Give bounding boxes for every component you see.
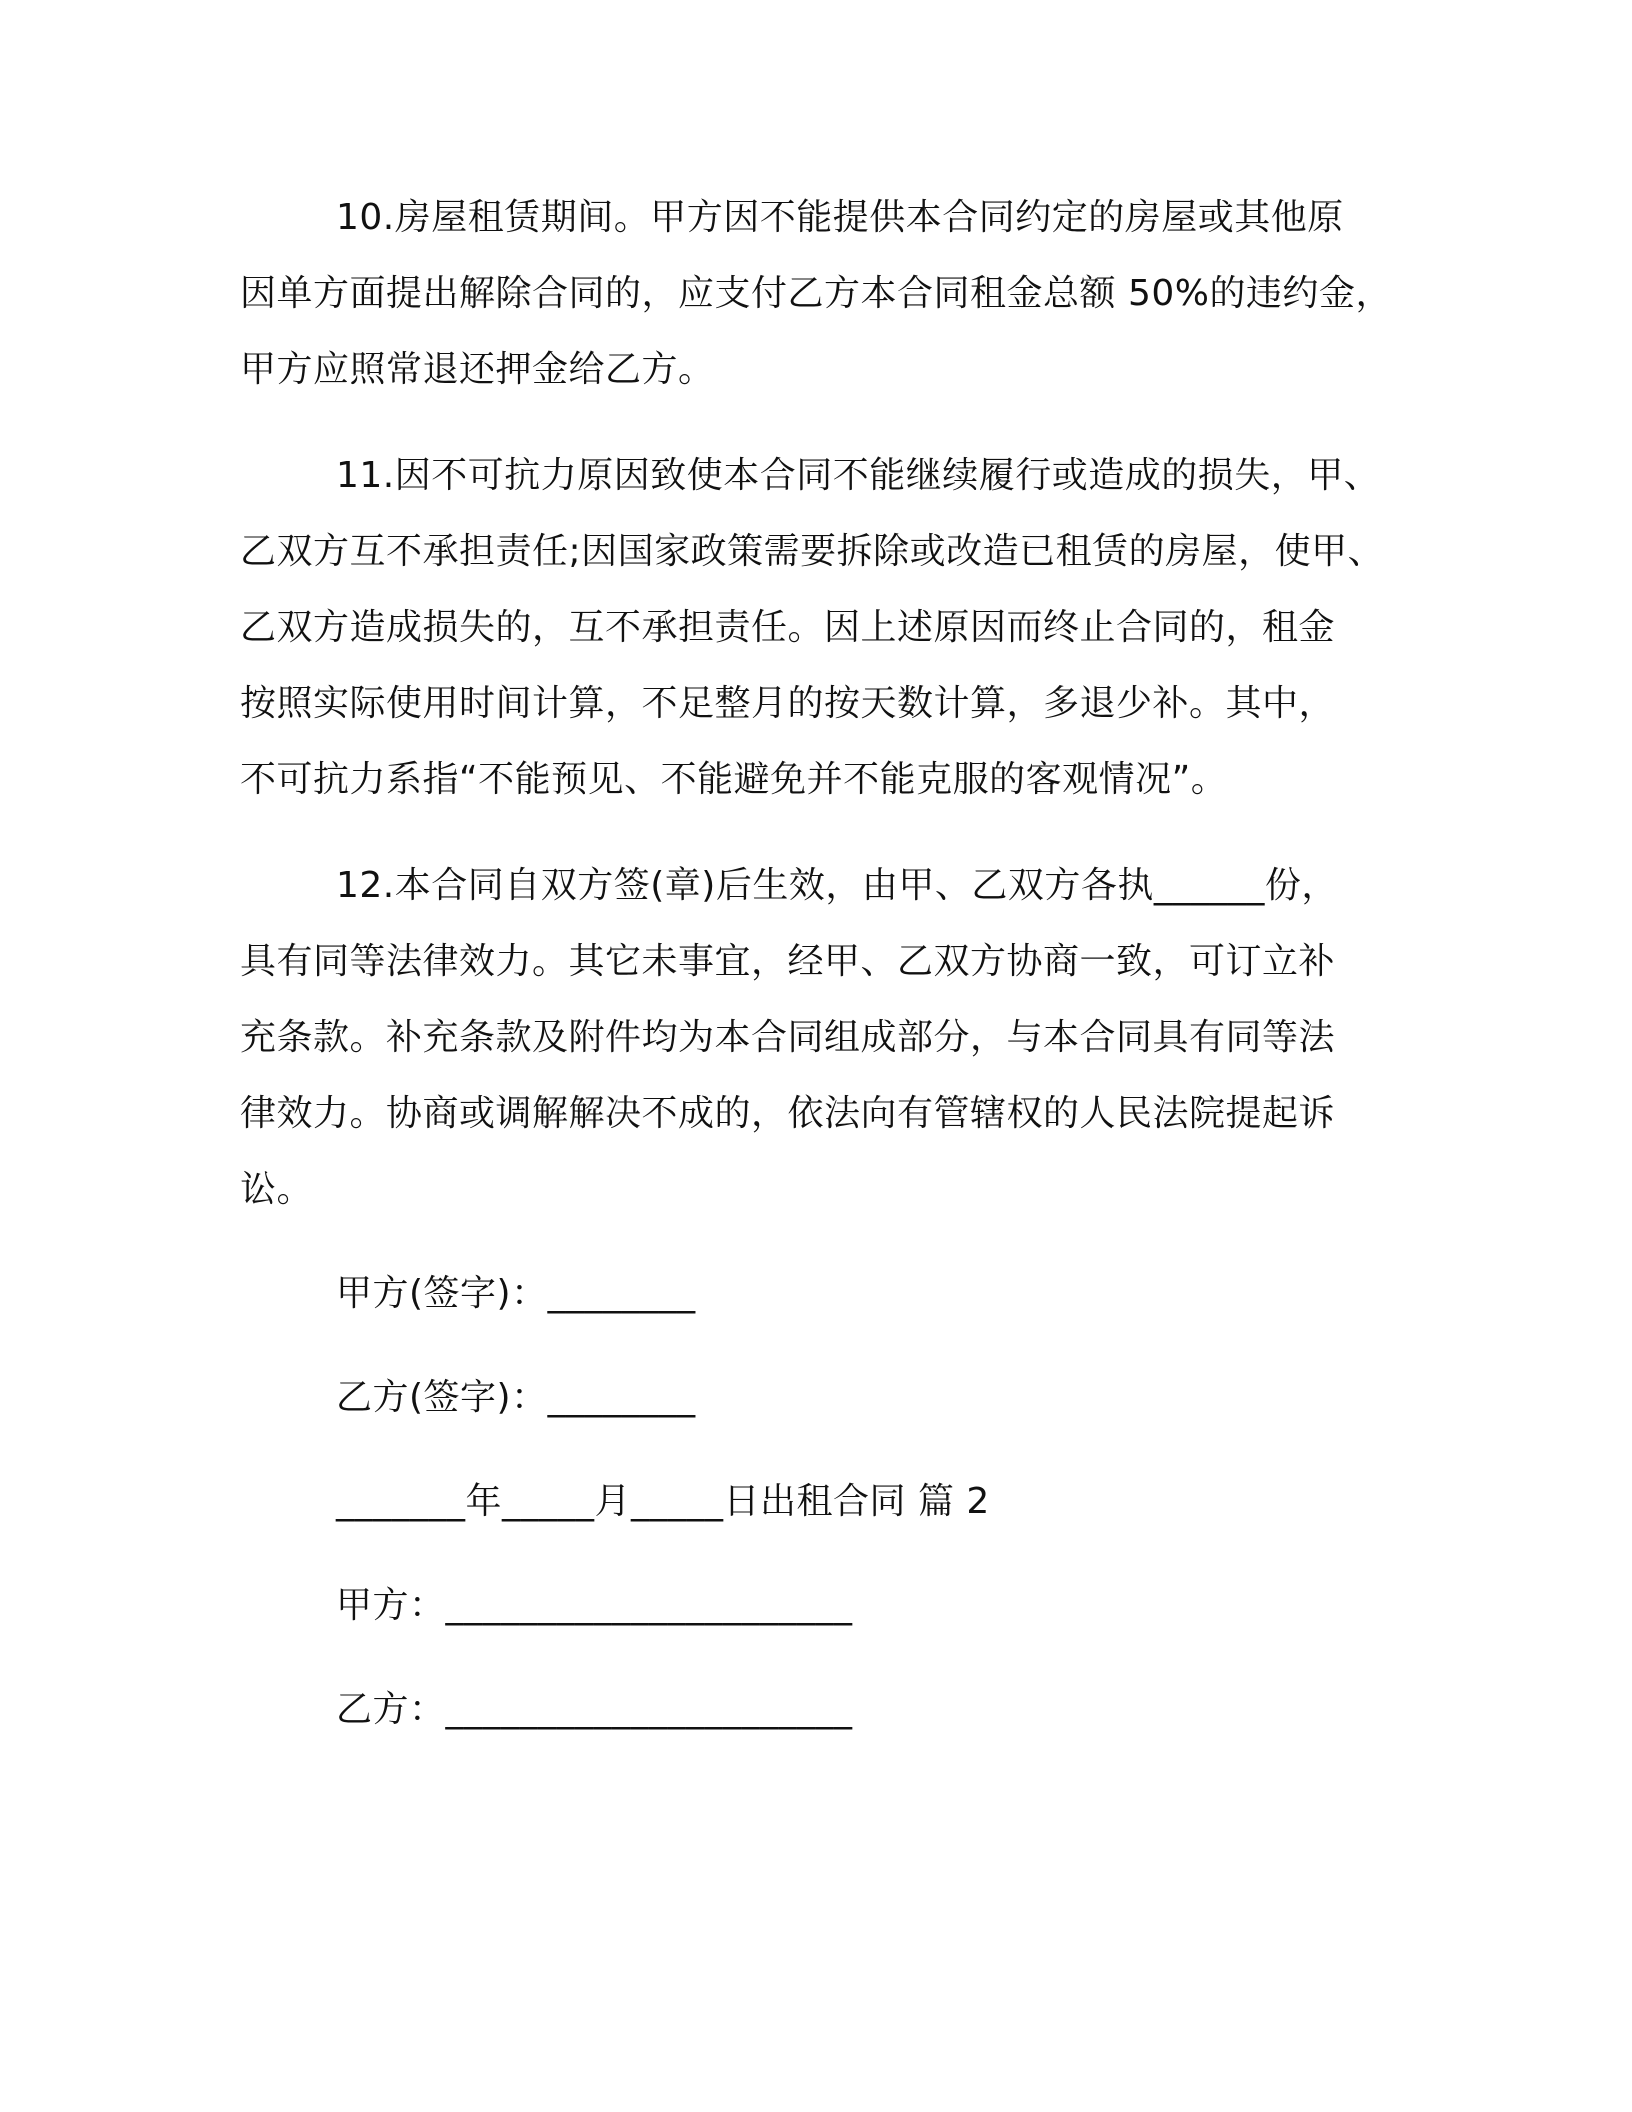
clause-11-line-5: 不可抗力系指“不能预见、不能避免并不能克服的客观情况”。 (240, 759, 1228, 800)
party-a-signature-field: 甲方(签字)：________ (336, 1273, 696, 1314)
clause-10-line-1: 10.房屋租赁期间。甲方因不能提供本合同约定的房屋或其他原 (336, 197, 1344, 238)
contract2-party-a-field: 甲方：______________________ (336, 1585, 853, 1626)
clause-12-line-5: 讼。 (240, 1169, 314, 1210)
contract2-party-b-field: 乙方：______________________ (336, 1689, 853, 1730)
clause-11-line-4: 按照实际使用时间计算，不足整月的按天数计算，多退少补。其中， (240, 683, 1336, 724)
clause-12-line-3: 充条款。补充条款及附件均为本合同组成部分，与本合同具有同等法 (240, 1017, 1336, 1058)
clause-11-line-1: 11.因不可抗力原因致使本合同不能继续履行或造成的损失，甲、 (336, 455, 1381, 496)
clause-12-line-2: 具有同等法律效力。其它未事宜，经甲、乙双方协商一致，可订立补 (240, 941, 1336, 982)
date-and-contract-title: _______年_____月_____日出租合同 篇 2 (336, 1481, 990, 1522)
clause-10-line-3: 甲方应照常退还押金给乙方。 (240, 349, 715, 390)
clause-12-line-4: 律效力。协商或调解解决不成的，依法向有管辖权的人民法院提起诉 (240, 1093, 1336, 1134)
clause-11-line-2: 乙双方互不承担责任;因国家政策需要拆除或改造已租赁的房屋，使甲、 (240, 531, 1385, 572)
clause-12-line-1: 12.本合同自双方签(章)后生效，由甲、乙双方各执______份， (336, 865, 1338, 906)
clause-11-line-3: 乙双方造成损失的，互不承担责任。因上述原因而终止合同的，租金 (240, 607, 1336, 648)
party-b-signature-field: 乙方(签字)：________ (336, 1377, 696, 1418)
clause-10-line-2: 因单方面提出解除合同的，应支付乙方本合同租金总额 50%的违约金， (240, 273, 1392, 314)
